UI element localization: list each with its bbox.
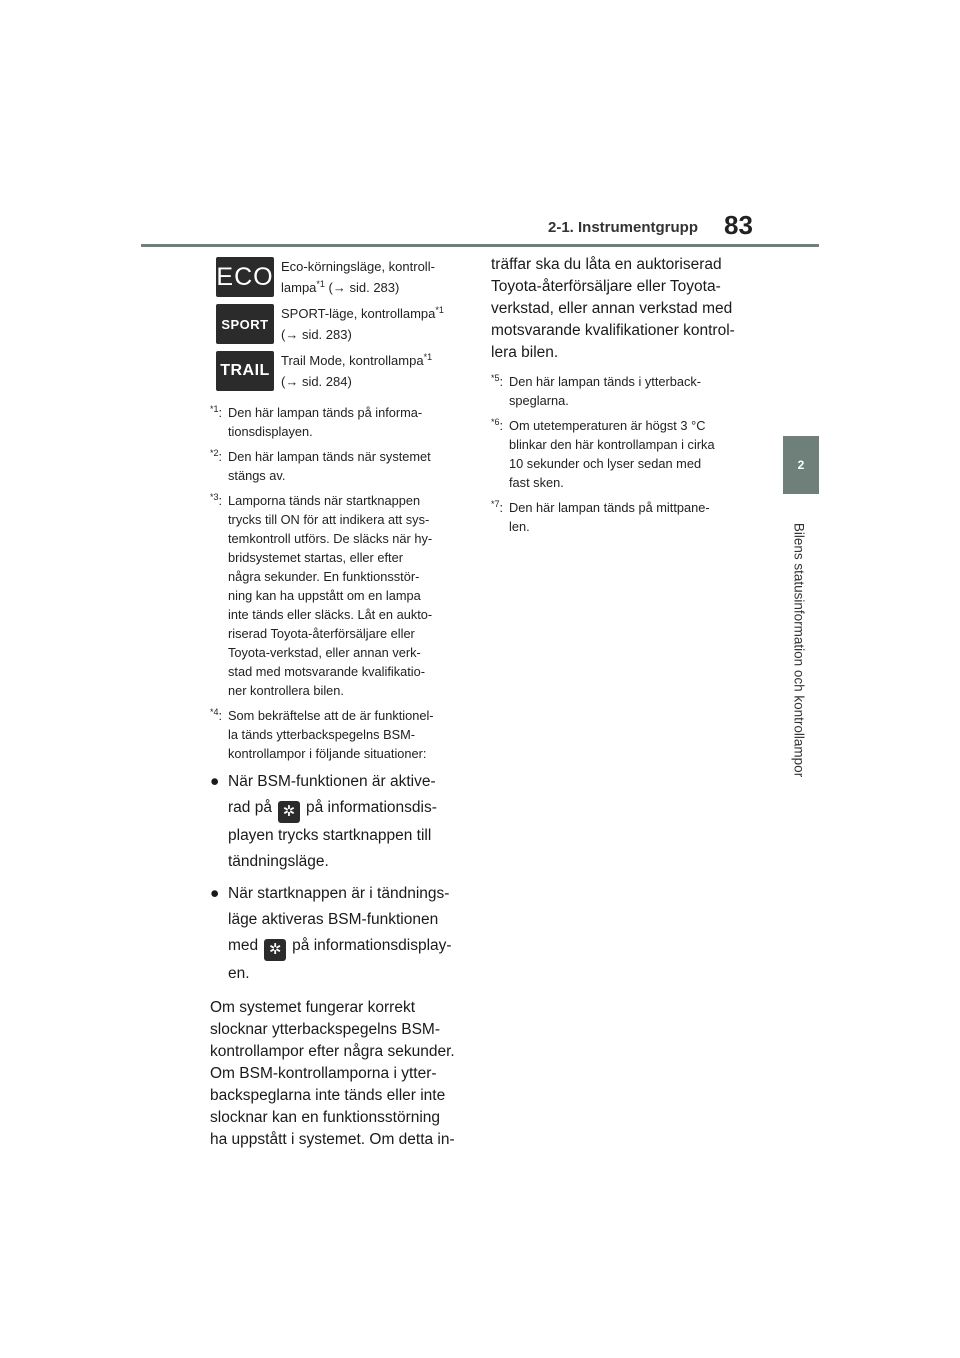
- chapter-tab: 2: [783, 436, 819, 494]
- footnote-2: $^{*2}$: Den här lampan tänds när systemet stängs av.: [210, 448, 431, 483]
- page-number: 83: [724, 210, 753, 240]
- bullet-dot-icon: ●: [210, 885, 220, 902]
- header-rule: [141, 244, 819, 247]
- right-column: [491, 254, 761, 542]
- sport-icon: SPORT: [216, 304, 274, 344]
- footnote-5: $^{*5}$: Den här lampan tänds i ytterback- speglarna.: [491, 373, 702, 408]
- bullet-item: ● När startknappen är i tändnings- läge aktiveras BSM-funktionen med ✲ på informationsdisplay- en.: [210, 881, 472, 987]
- indicator-row-eco: [210, 256, 472, 300]
- body-paragraph: Om systemet fungerar korrekt slocknar ytterbackspegelns BSM- kontrollampor efter några sekunder. Om BSM-kontrollamporna i ytter- backspeglarna inte tänds eller inte slocknar kan en funktionsstörning ha uppstått i systemet. Om detta in-: [210, 999, 455, 1148]
- section-title: 2-1. Instrumentgrupp: [548, 219, 699, 236]
- chapter-side-title: Bilens statusinformation och kontrollampor: [791, 522, 807, 777]
- trail-icon: TRAIL: [216, 351, 274, 391]
- bullet-item: ● När BSM-funktionen är aktive- rad på ✲ på informationsdis- playen trycks startknappen till tändningsläge.: [210, 769, 472, 875]
- indicator-description: Trail Mode, kontrollampa$^{*1}$ (→ sid. 284): [281, 352, 433, 389]
- footnote-6: $^{*6}$: Om utetemperaturen är högst 3 °C blinkar den här kontrollampan i cirka 10 sekunder och lyser sedan med fast sken.: [491, 417, 715, 490]
- footnote-4: $^{*4}$: Som bekräftelse att de är funktionel- la tänds ytterbackspegelns BSM- kontrollampor i följande situationer:: [210, 707, 434, 761]
- footnote-3: $^{*3}$: Lamporna tänds när startknappen trycks till ON för att indikera att sys- temkontroll utförs. De släcks när hy- bridsystemet startas, eller efter några sekunder. En funktionsstör- ning kan ha uppstått om en lampa inte tänds eller släcks. Låt en aukto- riserad Toyota-återförsäljare eller Toyota-verkstad, eller annan verk- stad med motsvarande kvalifikatio- ner kontrollera bilen.: [210, 492, 433, 698]
- body-paragraph-continued: träffar ska du låta en auktoriserad Toyota-återförsäljare eller Toyota- verkstad, eller annan verkstad med motsvarande kvalifikationer kontrol- lera bilen.: [491, 256, 735, 361]
- indicator-row-trail: [210, 350, 472, 394]
- indicator-description: Eco-körningsläge, kontroll- lampa$^{*1}$ (→ sid. 283): [281, 259, 435, 295]
- indicator-row-sport: [210, 303, 472, 347]
- footnote-7: $^{*7}$: Den här lampan tänds på mittpane- len.: [491, 499, 710, 534]
- left-column: [210, 256, 472, 1151]
- indicator-description: SPORT-läge, kontrollampa$^{*1}$ (→ sid. 283): [281, 305, 444, 342]
- settings-gear-icon: ✲: [264, 939, 286, 961]
- eco-icon: ECO: [216, 257, 274, 297]
- bullet-dot-icon: ●: [210, 773, 220, 790]
- settings-gear-icon: ✲: [278, 801, 300, 823]
- footnote-1: $^{*1}$: Den här lampan tänds på informa- tionsdisplayen.: [210, 404, 423, 439]
